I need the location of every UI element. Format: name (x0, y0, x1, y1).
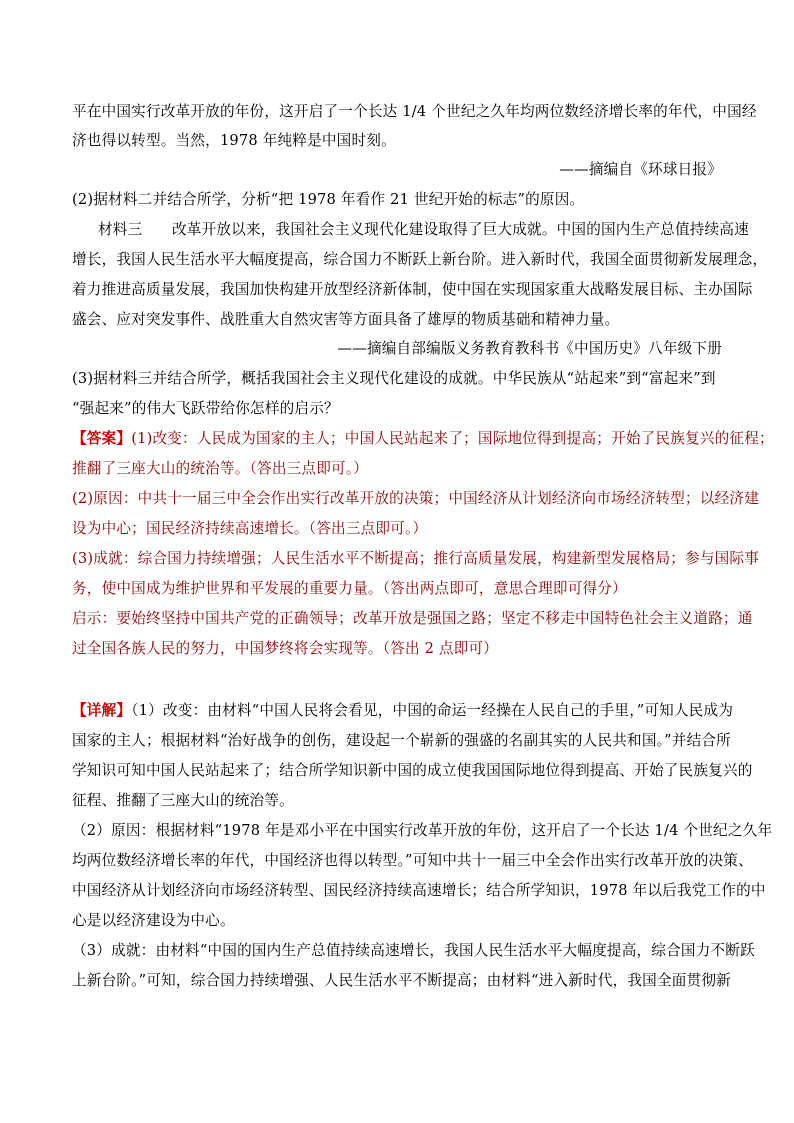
material2-text-line: 平在中国实行改革开放的年份，这开启了一个长达 1/4 个世纪之久年均两位数经济增长率的年代，中国经 (72, 103, 757, 120)
answer-line: 推翻了三座大山的统治等。（答出三点即可。） (72, 460, 369, 477)
answer-line: (2)原因：中共十一届三中全会作出实行改革开放的决策；中国经济从计划经济向市场经济转型；以经济建 (72, 490, 759, 507)
detail-line: 国家的主人；根据材料“治好战争的创伤，建设起一个崭新的强盛的名副其实的人民共和国。”并结合所 (72, 732, 731, 749)
material3-source: ——摘编自部编版义务教育教科书《中国历史》八年级下册 (337, 340, 722, 357)
detail-line: 均两位数经济增长率的年代，中国经济也得以转型。”可知中共十一届三中全会作出实行改革开放的决策、 (72, 852, 753, 869)
answer-tag: 【答案】 (72, 430, 132, 447)
detail-line: （2）原因：根据材料“1978 年是邓小平在中国实行改革开放的年份，这开启了一个长达 1/4 个世纪之久年 (72, 822, 773, 839)
detail-tag: 【详解】 (72, 702, 132, 719)
material3-text-line: 增长，我国人民生活水平大幅度提高，综合国力不断跃上新台阶。进入新时代，我国全面贯彻新发展理念， (72, 251, 768, 268)
material2-source: ——摘编自《环球日报》 (559, 161, 722, 178)
detail-line: 征程、推翻了三座大山的统治等。 (72, 792, 294, 809)
answer-text: (1)改变：人民成为国家的主人；中国人民站起来了；国际地位得到提高；开始了民族复兴的征程； (131, 430, 774, 447)
material3-text-line: 着力推进高质量发展，我国加快构建开放型经济新体制，使中国在实现国家重大战略发展目标、主办国际 (72, 281, 753, 298)
answer-line: 务，使中国成为维护世界和平发展的重要力量。（答出两点即可，意思合理即可得分） (72, 580, 627, 597)
detail-line: 学知识可知中国人民站起来了；结合所学知识新中国的成立使我国国际地位得到提高、开始了民族复兴的 (72, 762, 753, 779)
material2-text-line: 济也得以转型。当然，1978 年纯粹是中国时刻。 (72, 132, 396, 149)
question-3-line: (3)据材料三并结合所学，概括我国社会主义现代化建设的成就。中华民族从“站起来”到“富起来”到 (72, 370, 716, 387)
material3-text-line: 盛会、应对突发事件、战胜重大自然灾害等方面具备了雄厚的物质基础和精神力量。 (72, 311, 620, 328)
material3-text-line: 材料三 改革开放以来，我国社会主义现代化建设取得了巨大成就。中国的国内生产总值持续高速 (98, 221, 749, 238)
detail-line: （3）成就：由材料“中国的国内生产总值持续高速增长，我国人民生活水平大幅度提高，综合国力不断跃 (72, 942, 755, 959)
answer-line: 设为中心；国民经济持续高速增长。（答出三点即可。） (72, 520, 428, 537)
detail-text: （1）改变：由材料“中国人民将会看见，中国的命运一经操在人民自己的手里，”可知人民成为 (131, 702, 734, 719)
answer-line (72, 431, 774, 447)
detail-line: 中国经济从计划经济向市场经济转型、国民经济持续高速增长；结合所学知识，1978 年以后我党工作的中 (72, 882, 766, 899)
detail-line: 上新台阶。”可知，综合国力持续增强、人民生活水平不断提高；由材料“进入新时代，我国全面贯彻新 (72, 972, 731, 989)
detail-line (72, 703, 733, 719)
question-2: (2)据材料二并结合所学，分析“把 1978 年看作 21 世纪开始的标志”的原因。 (72, 191, 585, 208)
detail-line: 心是以经济建设为中心。 (72, 912, 235, 929)
question-3-line: “强起来”的伟大飞跃带给你怎样的启示？ (72, 400, 339, 417)
answer-line: 过全国各族人民的努力，中国梦终将会实现等。（答出 2 点即可） (72, 640, 499, 657)
answer-line: 启示：要始终坚持中国共产党的正确领导；改革开放是强国之路；坚定不移走中国特色社会主义道路；通 (72, 610, 753, 627)
answer-line: (3)成就：综合国力持续增强；人民生活水平不断提高；推行高质量发展，构建新型发展格局；参与国际事 (72, 550, 759, 567)
